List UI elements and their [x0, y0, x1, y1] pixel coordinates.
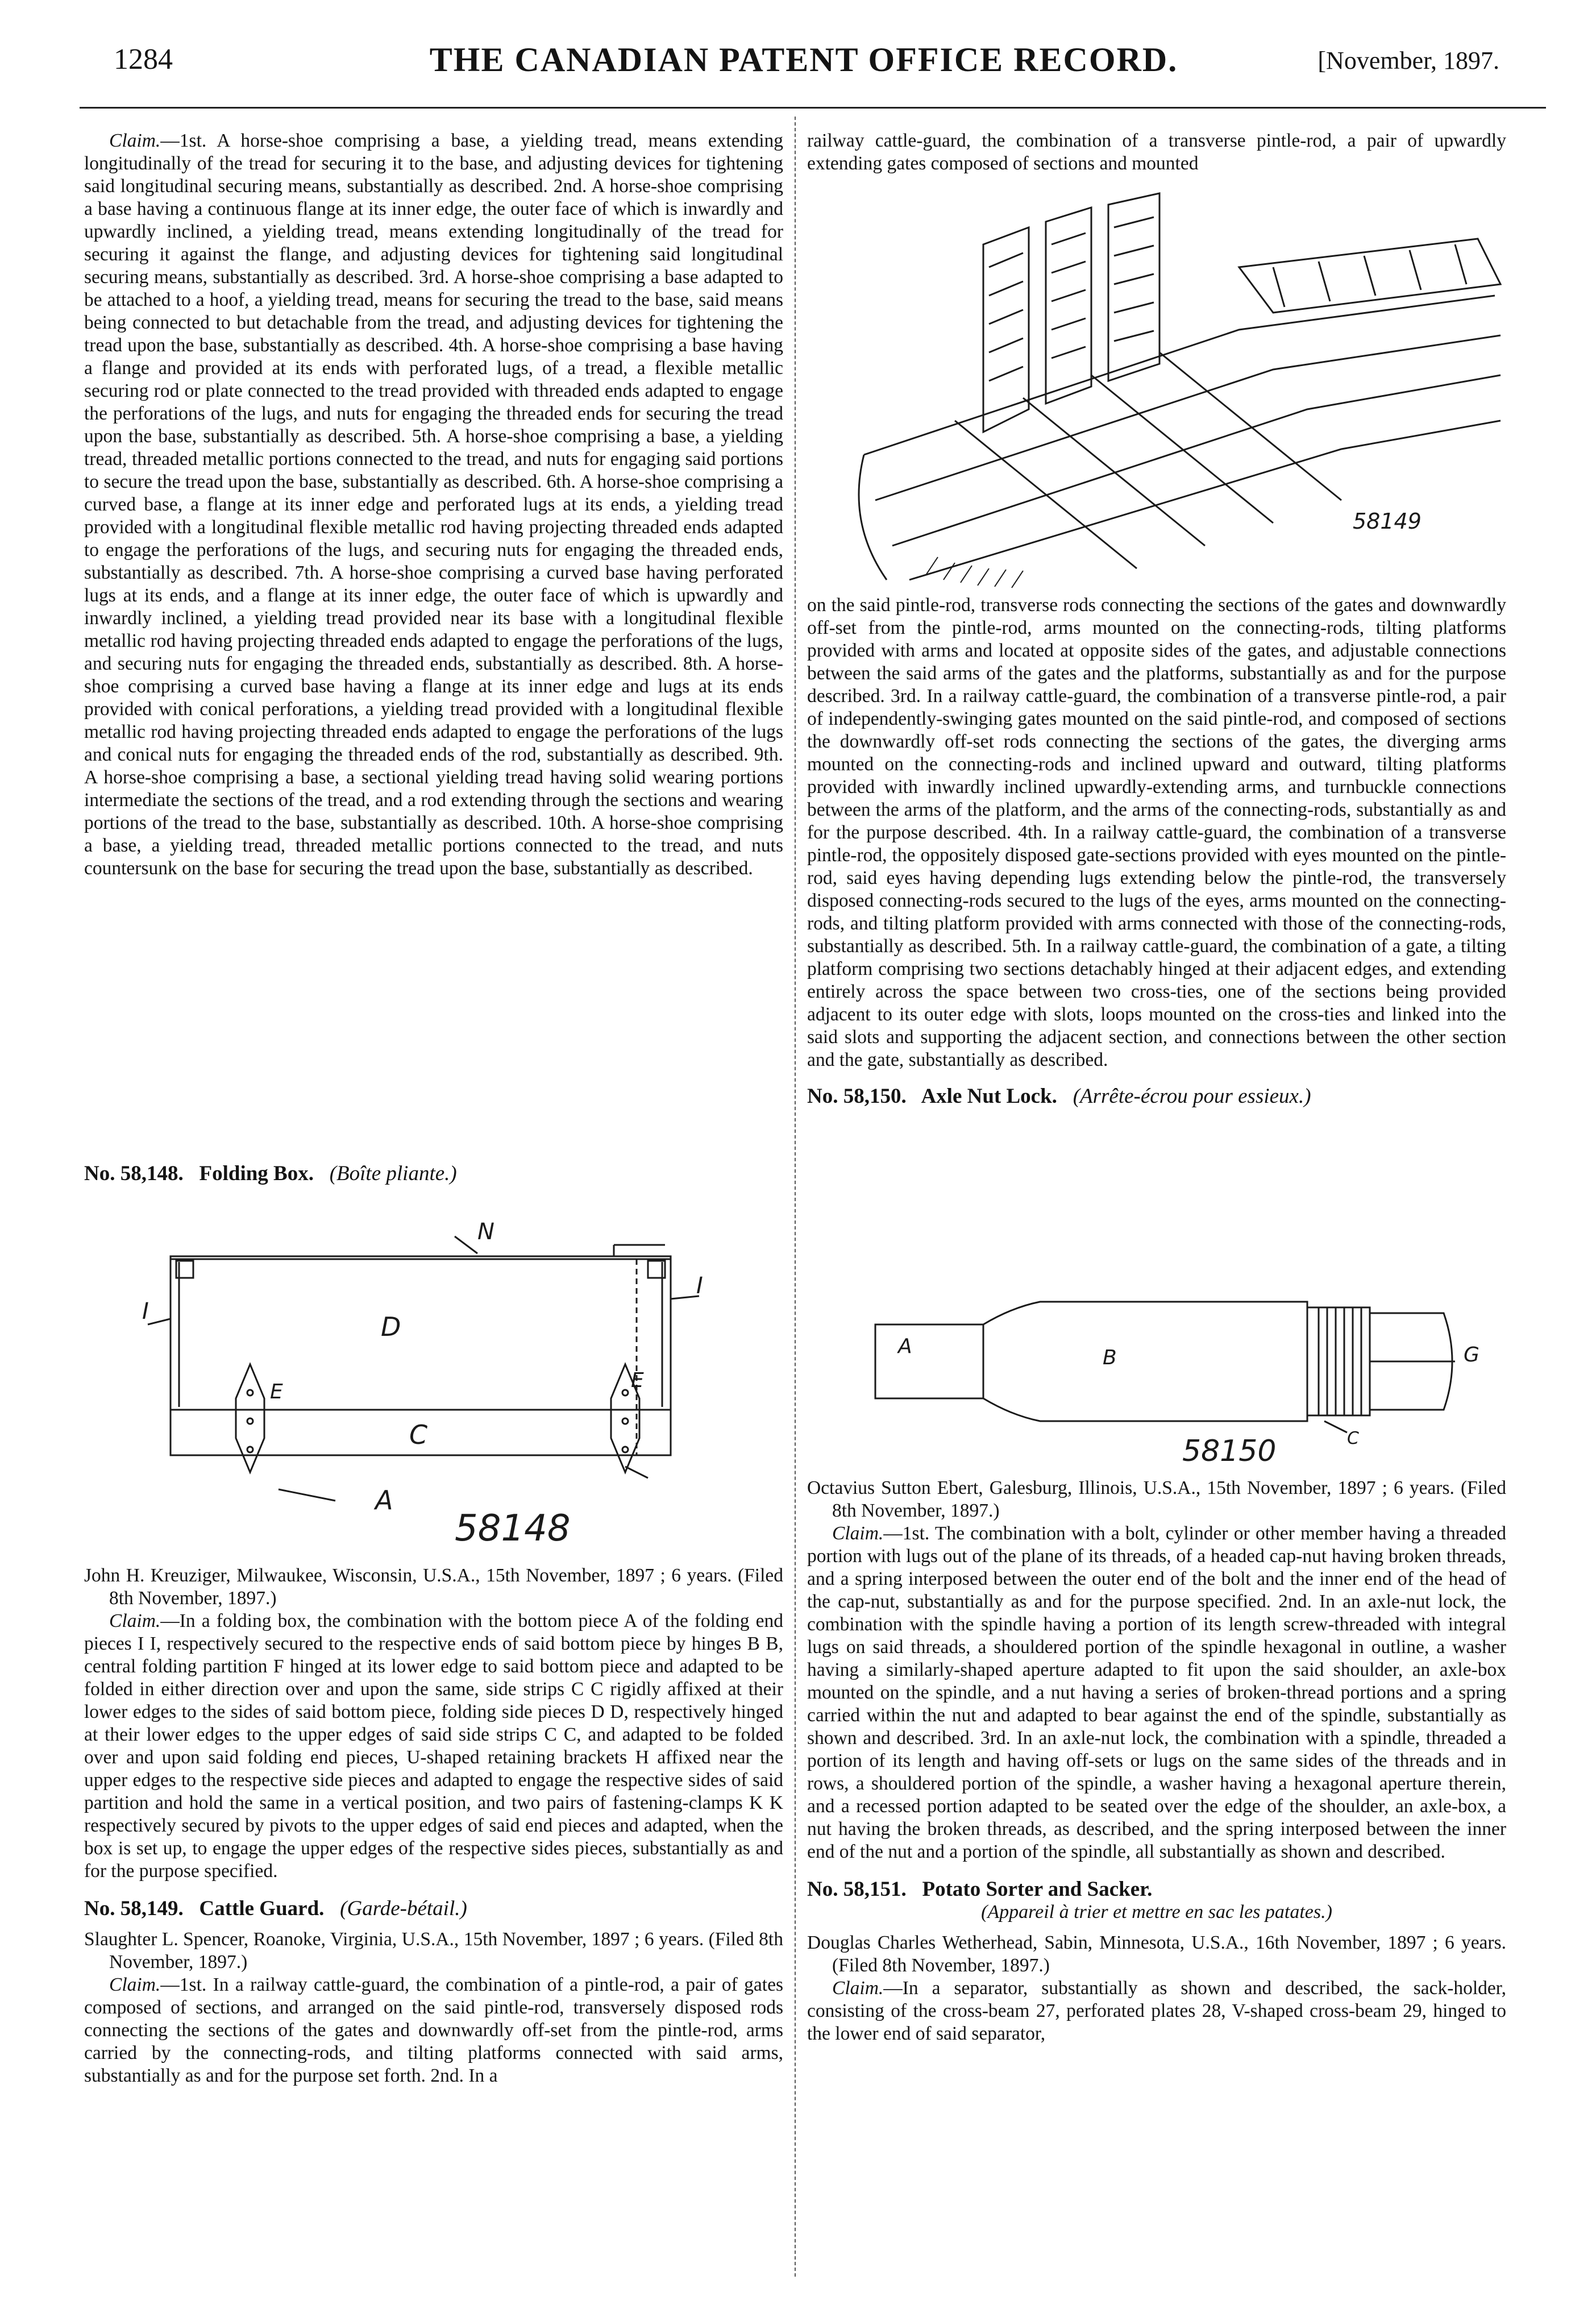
- patent-title: Axle Nut Lock.: [921, 1085, 1057, 1108]
- patent-title: Potato Sorter and Sacker.: [922, 1878, 1153, 1901]
- claim-text: —1st. The combination with a bolt, cylinder or other member having a threaded portion with lugs out of the plane of its threads, of a headed cap-nut having broken threads, and a spring interposed between the outer end of the bolt and the inner end of the head of the cap-nut, substantially as and for the purpose specified. 2nd. In an axle-nut lock, the combination with the spindle having a portion of its length screw-threaded with integral lugs on said threads, a shouldered portion of the spindle hexagonal in outline, a washer having a similarly-shaped aperture adapted to fit upon the said shoulder, an axle-box mounted on the spindle, and a nut having a series of broken-thread portions and a spring carried within the nut and adapted to bear against the end of the spindle, substantially as shown and described. 3rd. In an axle-nut lock, the combination with a spindle, threaded a portion of its length and having off-sets or lugs on the same sides of the threads and in rows, a shouldered portion of the spindle, a washer having a hexagonal aperture therein, and a recessed portion adapted to be seated over the edge of the shoulder, an axle-box, a nut having the broken threads, as described, and the spring interposed between the inner end of the nut and a portion of the spindle, all substantially as shown and described.: [807, 1523, 1506, 1862]
- claim-text: —1st. A horse-shoe comprising a base, a yielding tread, means extending longitudinally of the tread for securing it to the base, and adjusting devices for tightening said longitudinal securing means, substantially as described. 2nd. A horse-shoe comprising a base having a continuous flange at its inner edge, the outer face of which is inwardly and upwardly inclined, a yielding tread, means extending longitudinally of the tread for securing it against the flange, and adjusting devices for tightening said longitudinal securing means, substantially as described. 3rd. A horse-shoe comprising a base adapted to be attached to a hoof, a yielding tread, means for securing the tread to the base, said means being connected to but detachable from the tread, and adjusting devices for tightening the tread upon the base, substantially as described. 4th. A horse-shoe comprising a base having a flange and provided at its ends with perforated lugs, of a tread, a flexible metallic securing rod or plate connected to the tread provided with threaded ends adapted to engage the perforations of the lugs, and nuts for engaging the threaded ends for securing the tread upon the base, substantially as described. 5th. A horse-shoe comprising a base, a yielding tread, threaded metallic portions connected to the tread, and nuts for engaging said portions to secure the tread upon the base, substantially as described. 6th. A horse-shoe comprising a curved base, a flange at its inner edge and perforated lugs at its ends, a yielding tread provided with a longitudinal flexible metallic rod having projecting threaded ends adapted to engage the perforations of the lugs, and securing nuts for engaging the threaded ends, substantially as described. 7th. A horse-shoe comprising a curved base having perforated lugs at its ends, and a flange at its inner edge, the outer face of which is upwardly and inwardly inclined, a yielding tread provided near its base with a longitudinal flexible metallic rod having projecting threaded ends adapted to engage the perforations of the lugs, and securing nuts for engaging the threaded ends, substantially as described. 8th. A horse-shoe comprising a curved base having a flange at its inner edge and lugs at its ends provided with conical perforations, a yielding tread provided with a longitudinal flexible metallic rod having projecting threaded ends adapted to engage the perforations of the lugs and conical nuts for engaging the threaded ends of the rod, substantially as described. 9th. A horse-shoe comprising a base, a sectional yielding tread having solid wearing portions intermediate the sections of the tread, and a rod extending through the sections and wearing portions of the tread to the base, substantially as described. 10th. A horse-shoe comprising a base, a yielding tread, threaded metallic portions connected to the tread, and nuts countersunk on the base for securing the tread upon the base, substantially as described.: [84, 130, 783, 879]
- claim-text: —1st. In a railway cattle-guard, the combination of a pintle-rod, a pair of gates composed of sections, and arranged on the said pintle-rod, transversely disposed rods connecting the sections of the gates and downwardly off-set from the pintle-rod, arms carried by the connecting-rods, and tilting platforms connected with said arms, substantially as and for the purpose set forth. 2nd. In a: [84, 1974, 783, 2086]
- cattle-guard-figure: [841, 182, 1512, 591]
- inventor-58148: John H. Kreuziger, Milwaukee, Wisconsin, U.S.A., 15th November, 1897 ; 6 years. (Filed 8th November, 1897.): [84, 1565, 783, 1609]
- claim-label: Claim.: [109, 1610, 161, 1631]
- entry-58149-heading: [84, 1897, 783, 1920]
- column-divider: [795, 117, 796, 2277]
- claim-text: —In a folding box, the combination with the bottom piece A of the folding end pieces I I, respectively secured to the respective ends of said bottom piece by hinges B B, central folding partition F hinged at its lower edge to said bottom piece and adapted to be folded in either direction over and upon the same, side strips C C rigidly affixed at their lower edges to the sides of said bottom piece, folding side pieces D D, respectively hinged at their lower edges to the upper edges of said side strips C C, and adapted to be folded over and upon said folding end pieces, U-shaped retaining brackets H affixed near the upper edges to the respective side pieces and adapted to engage the respective sides of said partition and hold the same in a vertical position, and two pairs of fastening-clamps K K respectively secured by pivots to the upper edges of said end pieces and adapted, when the box is set up, to engage the upper edges of the respective sides pieces, substantially as and for the purpose specified.: [84, 1610, 783, 1882]
- horseshoe-claims: [84, 130, 783, 880]
- label-c: C: [1347, 1429, 1359, 1448]
- patent-number: No. 58,149.: [84, 1897, 184, 1920]
- patent-number: No. 58,150.: [807, 1085, 907, 1108]
- french-title: (Garde-bétail.): [340, 1897, 467, 1920]
- figure-number-58150: 58150: [1182, 1434, 1277, 1468]
- inventor-58151: Douglas Charles Wetherhead, Sabin, Minnesota, U.S.A., 16th November, 1897 ; 6 years. (Filed 8th November, 1897.): [807, 1932, 1506, 1976]
- entry-58148-heading: [84, 1162, 783, 1185]
- patent-number: No. 58,151.: [807, 1878, 907, 1901]
- claim-58150: [807, 1522, 1506, 1863]
- inventor-58150: Octavius Sutton Ebert, Galesburg, Illinois, U.S.A., 15th November, 1897 ; 6 years. (Filed 8th November, 1897.): [807, 1477, 1506, 1521]
- french-title: (Appareil à trier et mettre en sac les patates.): [981, 1901, 1332, 1922]
- patent-title: Folding Box.: [199, 1162, 314, 1185]
- folding-box-figure: [136, 1205, 733, 1558]
- entry-58150-heading: [807, 1085, 1506, 1108]
- label-e-right: E: [631, 1369, 644, 1392]
- figure-number-58148: 58148: [455, 1508, 571, 1550]
- issue-date: [November, 1897.: [1317, 47, 1499, 74]
- patent-number: No. 58,148.: [84, 1162, 184, 1185]
- right-column-top-text: [807, 130, 1506, 175]
- french-title: (Arrête-écrou pour essieux.): [1073, 1085, 1311, 1108]
- label-n: N: [477, 1219, 494, 1245]
- page-number: 1284: [114, 43, 173, 76]
- axle-nut-lock-drawing: [864, 1290, 1489, 1472]
- label-a: A: [898, 1335, 912, 1358]
- entry-58150-body: [807, 1477, 1506, 2045]
- label-c: C: [409, 1419, 428, 1450]
- entry-58151-heading: [807, 1878, 1506, 1901]
- claim-text: —In a separator, substantially as shown and described, the sack-holder, consisting of the cross-beam 27, perforated plates 28, V-shaped cross-beam 29, hinged to the lower end of said separator,: [807, 1978, 1506, 2044]
- cattle-guard-drawing: [841, 182, 1512, 591]
- claim-label: Claim.: [109, 1974, 161, 1995]
- axle-nut-lock-figure: [864, 1290, 1489, 1472]
- entry-58148-body: [84, 1564, 783, 2087]
- claim-58149: [84, 1974, 783, 2087]
- page-header: [108, 43, 1499, 94]
- claim-58148: [84, 1610, 783, 1883]
- figure-number-58149: 58149: [1353, 509, 1422, 534]
- label-b: B: [1103, 1346, 1117, 1369]
- left-column-claims: [84, 130, 783, 880]
- claim-label: Claim.: [109, 130, 161, 151]
- inventor-58149: Slaughter L. Spencer, Roanoke, Virginia, U.S.A., 15th November, 1897 ; 6 years. (Filed 8th November, 1897.): [84, 1929, 783, 1973]
- claim-label: Claim.: [832, 1978, 884, 1999]
- label-i-left: I: [142, 1298, 149, 1324]
- folding-box-drawing: [136, 1205, 733, 1558]
- claim-58151: [807, 1977, 1506, 2045]
- claim-58149-continued-2: on the said pintle-rod, transverse rods connecting the sections of the gates and downwardly off-set from the pintle-rod, arms mounted on the connecting-rods, tilting platforms provided with arms and located at opposite sides of the gates, and adjustable connections between the said arms of the gates and the platforms, substantially as and for the purpose described. 3rd. In a railway cattle-guard, the combination of a transverse pintle-rod, a pair of independently-swinging gates mounted on the said pintle-rod, and composed of sections the downwardly off-set rods connecting the sections of the gates, the diverging arms mounted on the connecting-rods and inclined upward and outward, tilting platforms provided with inwardly inclined upwardly-extending arms, and turnbuckle connections between the arms of the platform, and the arms of the connecting-rods, substantially as and for the purpose described. 4th. In a railway cattle-guard, the combination of a transverse pintle-rod, the oppositely disposed gate-sections provided with eyes mounted on the pintle-rod, said eyes having depending lugs extending below the pintle-rod, the transversely disposed connecting-rods secured to the lugs of the eyes, arms mounted on the connecting-rods, and tilting platform provided with arms connected with those of the connecting-rods, substantially as described. 5th. In a railway cattle-guard, the combination of a gate, a tilting platform comprising two sections detachably hinged at their adjacent edges, and extending entirely across the space between two cross-ties, one of the sections being provided adjacent to its outer edge with slots, loops mounted on the cross-ties and linked into the said slots and supporting the adjacent section, and connections between the other section and the gate, substantially as described.: [807, 595, 1506, 1070]
- label-i-right: I: [696, 1273, 703, 1299]
- french-title: (Boîte pliante.): [329, 1162, 457, 1185]
- claim-58149-continued: railway cattle-guard, the combination of a transverse pintle-rod, a pair of upwardly extending gates composed of sections and mounted: [807, 130, 1506, 174]
- claim-label: Claim.: [832, 1523, 884, 1544]
- label-a: A: [375, 1485, 393, 1515]
- label-g: G: [1464, 1343, 1479, 1367]
- right-column-claims: [807, 594, 1506, 1108]
- patent-title: Cattle Guard.: [199, 1897, 325, 1920]
- label-e-left: E: [270, 1380, 283, 1404]
- label-d: D: [381, 1311, 401, 1342]
- header-rule: [80, 107, 1546, 109]
- publication-title: THE CANADIAN PATENT OFFICE RECORD.: [429, 41, 1178, 78]
